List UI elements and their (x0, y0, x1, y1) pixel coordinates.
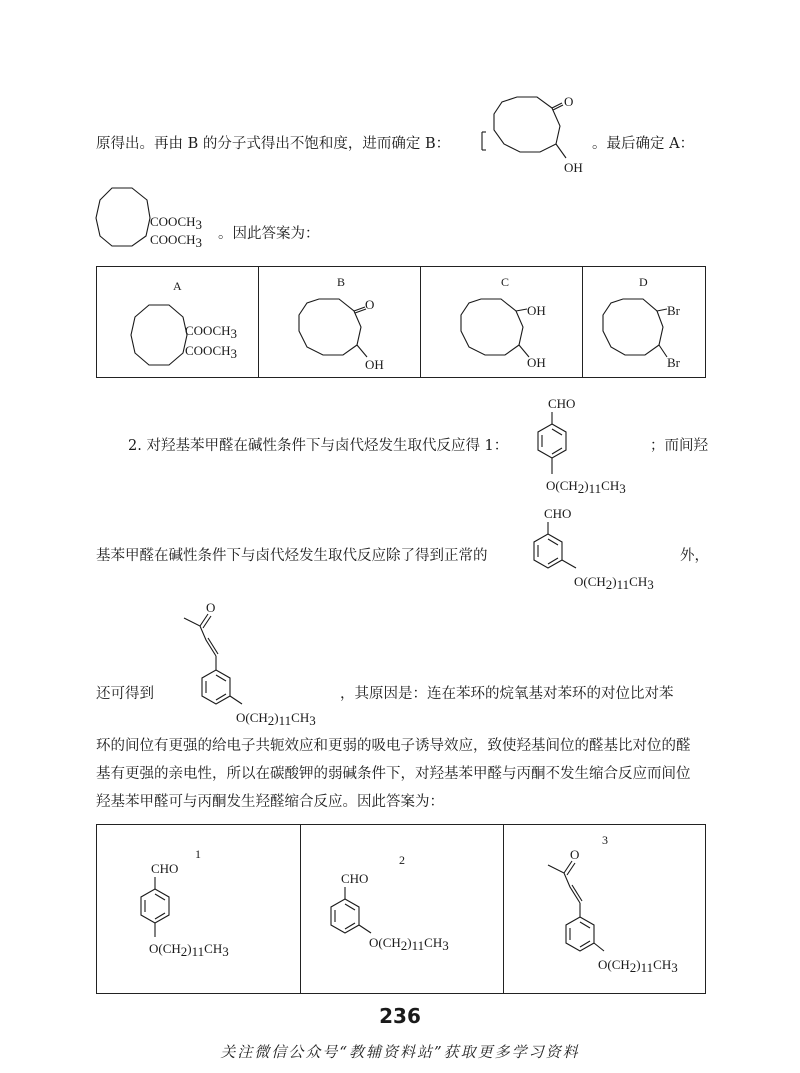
hydroxyl-label: OH (564, 160, 583, 175)
hydroxyl-label-2: OH (527, 355, 546, 370)
oxygen-label: O (564, 94, 574, 109)
molecule-c (451, 293, 581, 373)
answer-table-2 (96, 824, 706, 994)
text-line-1b: 。最后确定 A： (592, 136, 695, 152)
molecule-a-inline (92, 182, 222, 252)
hydroxyl-label-1: OH (527, 303, 546, 318)
table1-label-d: D (639, 275, 648, 289)
text-p2-line2a: 基苯甲醛在碱性条件下与卤代烃发生取代反应除了得到正常的 (96, 548, 488, 564)
bromine-label-2: Br (667, 355, 680, 370)
molecule-d (595, 293, 705, 373)
alkoxy-label: O(CH2)11CH3 (598, 957, 678, 975)
oxygen-label: O (365, 297, 375, 312)
aldehyde-label: CHO (341, 871, 369, 886)
table1-label-a: A (173, 279, 182, 293)
table2-label-2: 2 (399, 853, 405, 867)
table1-label-c: C (501, 275, 510, 289)
bromine-label-1: Br (667, 303, 680, 318)
compound-3-inline (180, 600, 350, 730)
molecule-b (289, 293, 419, 373)
table1-cell-a (97, 267, 258, 377)
table2-cell-3 (503, 825, 704, 993)
ester-label-1: COOCH3 (150, 214, 203, 232)
table2-cell-1 (97, 825, 300, 993)
compound-1-inline (520, 392, 680, 502)
alkoxy-label: O(CH2)11CH3 (369, 935, 449, 953)
table1-label-b: B (337, 275, 346, 289)
ester-label-2: COOCH3 (150, 232, 203, 250)
compound-2-inline (526, 502, 686, 602)
molecule-b-inline (480, 92, 610, 182)
table1-cell-d (582, 267, 704, 377)
alkoxy-label: O(CH2)11CH3 (546, 478, 626, 496)
aldehyde-label: CHO (544, 506, 572, 521)
aldehyde-label: CHO (151, 861, 179, 876)
text-p2-line3a: 还可得到 (96, 686, 154, 702)
text-line-2: 。因此答案为： (218, 226, 320, 242)
footer-note: 关注微信公众号“教辅资料站”获取更多学习资料 (220, 1043, 580, 1061)
paragraph-3: 环的间位有更强的给电子共轭效应和更弱的吸电子诱导效应，致使羟基间位的醛基比对位的醛基有更强的亲电性，所以在碳酸钾的弱碱条件下，对羟基苯甲醛与丙酮不发生缩合反应而间位羟基苯甲醛可与丙酮发生羟醛缩合反应。因此答案为： (96, 738, 691, 810)
oxygen-label: O (570, 847, 580, 862)
alkoxy-label: O(CH2)11CH3 (574, 574, 654, 592)
table2-label-1: 1 (195, 847, 201, 861)
alkoxy-label: O(CH2)11CH3 (236, 710, 316, 728)
compound-1 (137, 853, 297, 963)
text-p2-line3b: ，其原因是：连在苯环的烷氧基对苯环的对位比对苯 (340, 686, 674, 702)
ester-label-1: COOCH3 (185, 323, 238, 341)
page-number: 236 (379, 1004, 421, 1028)
table1-cell-c (420, 267, 582, 377)
compound-2 (327, 867, 497, 967)
table2-label-3: 3 (602, 833, 608, 847)
compound-3 (534, 845, 704, 975)
oxygen-label: O (206, 600, 216, 615)
text-line-1a: 原得出。再由 B 的分子式得出不饱和度，进而确定 B： (96, 136, 451, 152)
text-p2-line1a: 2. 对羟基苯甲醛在碱性条件下与卤代烃发生取代反应得 1： (128, 438, 509, 454)
hydroxyl-label: OH (365, 357, 384, 372)
answer-table-1 (96, 266, 706, 378)
text-p2-line1b: ；而间羟 (650, 438, 708, 454)
aldehyde-label: CHO (548, 396, 576, 411)
alkoxy-label: O(CH2)11CH3 (149, 941, 229, 959)
text-p2-line2b: 外， (680, 548, 709, 564)
table2-cell-2 (300, 825, 503, 993)
ester-label-2: COOCH3 (185, 343, 238, 361)
table1-cell-b (258, 267, 420, 377)
molecule-a (125, 299, 255, 374)
